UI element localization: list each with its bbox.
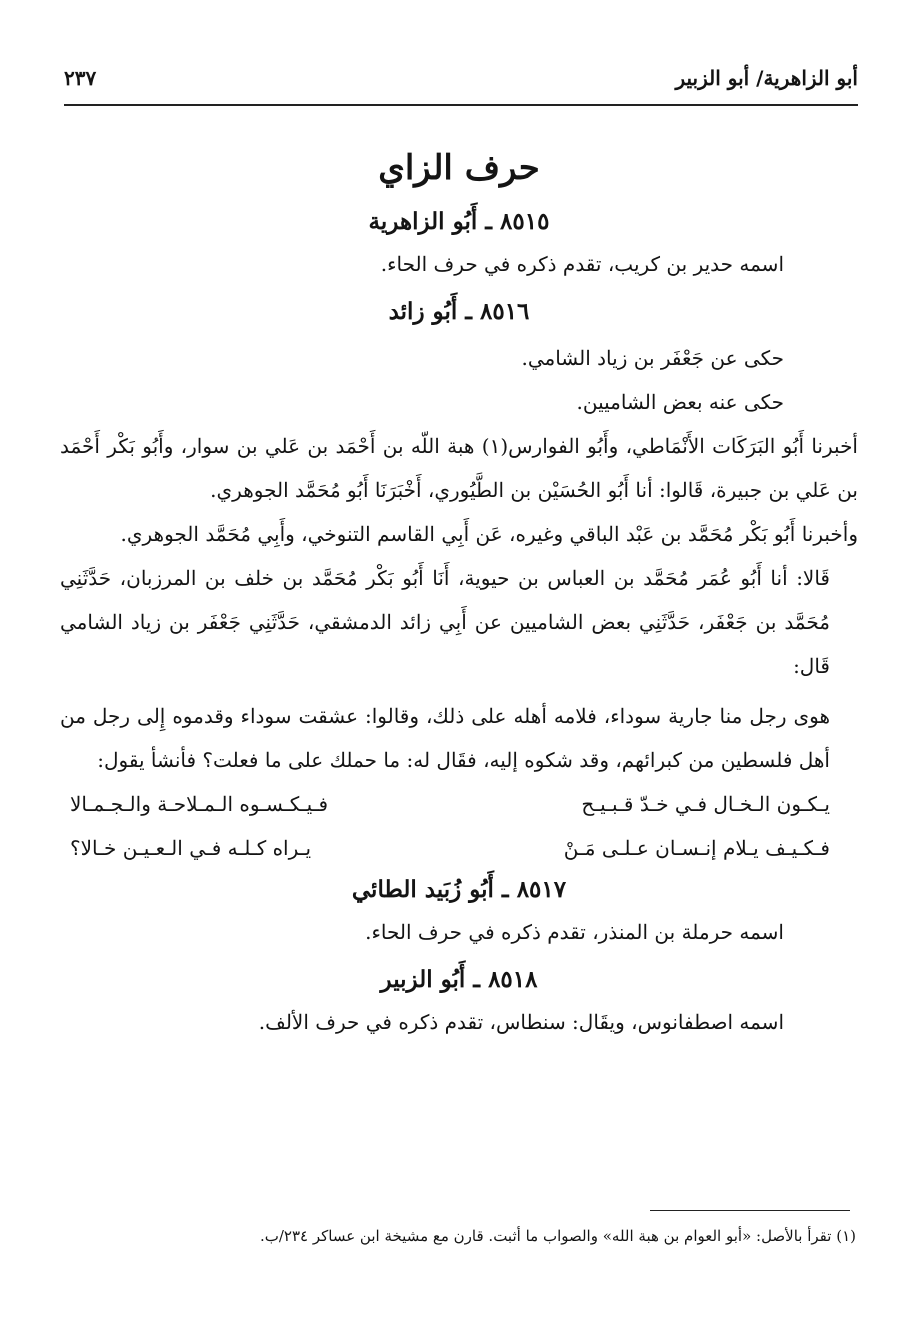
entry-text: حكى عن جَعْفَر بن زياد الشامي. [521,346,784,370]
poem-verse [60,826,858,870]
running-title: أبو الزاهرية/ أبو الزبير [675,66,858,90]
poem-verse [60,782,858,826]
entry-text: اسمه حرملة بن المنذر، تقدم ذكره في حرف الحاء. [365,920,784,944]
isnad-paragraph: أخبرنا أَبُو البَرَكَات الأَنْمَاطي، وأَبُو الفوارس(١) هبة اللّه بن أَحْمَد بن عَلي بن سوار، وأَبُو بَكْر أَحْمَد بن عَلي بن جبيرة، قَالوا: أنا أَبُو الحُسَيْن بن الطَّيُوري، أَخْبَرَنَا أَبُو مُحَمَّد الجوهري. [60,434,858,502]
page-number: ٢٣٧ [64,66,97,90]
chapter-title: حرف الزاي [378,148,540,188]
entry-heading-8517: ٨٥١٧ ـ أَبُو زُبَيد الطائي [351,876,567,903]
entry-text: حكى عنه بعض الشاميين. [576,390,784,414]
isnad-paragraph: وأخبرنا أَبُو بَكْر مُحَمَّد بن عَبْد الباقي وغيره، عَن أَبِي القاسم التنوخي، وأَبِي مُحَمَّد الجوهري. [120,522,858,546]
story-paragraph: هوى رجل منا جارية سوداء، فلامه أهله على ذلك، وقالوا: عشقت سوداء وقدموه إِلى رجل من أهل فلسطين من كبرائهم، وقد شكوه إليه، فقَال له: ما حملك على ما فعلت؟ فأنشأ يقول: [60,704,830,772]
entry-heading-8518: ٨٥١٨ ـ أَبُو الزبير [380,966,538,993]
isnad-paragraph: قَالا: أنا أَبُو عُمَر مُحَمَّد بن العباس بن حيوية، أَنَا أَبُو بَكْر مُحَمَّد بن خلف بن المرزبان، حَدَّثَنِي مُحَمَّد بن جَعْفَر، حَدَّثَنِي بعض الشاميين عن أَبِي زائد الدمشقي، حَدَّثَنِي جَعْفَر بن زياد الشامي قَال: [60,566,830,678]
entry-text: اسمه اصطفانوس، ويقَال: سنطاس، تقدم ذكره في حرف الألف. [258,1010,784,1034]
verse-hemistich-second: فـيـكـسـوه الـمـلاحـة والـجـمـالا [70,792,329,816]
entry-text: اسمه حدير بن كريب، تقدم ذكره في حرف الحاء. [380,252,784,276]
verse-hemistich-first: فـكـيـف يـلام إنـسـان عـلـى مَـنْ [563,836,830,860]
verse-hemistich-second: يـراه كـلـه فـي الـعـيـن خـالا؟ [70,836,312,860]
header-rule [64,104,858,106]
footnote-rule [650,1210,850,1211]
footnote: (١) تقرأ بالأصل: «أبو العوام بن هبة الله» والصواب ما أثبت. قارن مع مشيخة ابن عساكر ٢٣٤/ب. [259,1227,856,1245]
running-header [64,62,858,106]
verse-hemistich-first: يـكـون الـخـال فـي خـدّ قـبـيـح [581,792,830,816]
page-body [60,138,858,1044]
entry-heading-8515: ٨٥١٥ ـ أَبُو الزاهرية [368,208,550,235]
entry-heading-8516: ٨٥١٦ ـ أَبُو زائد [388,298,530,325]
